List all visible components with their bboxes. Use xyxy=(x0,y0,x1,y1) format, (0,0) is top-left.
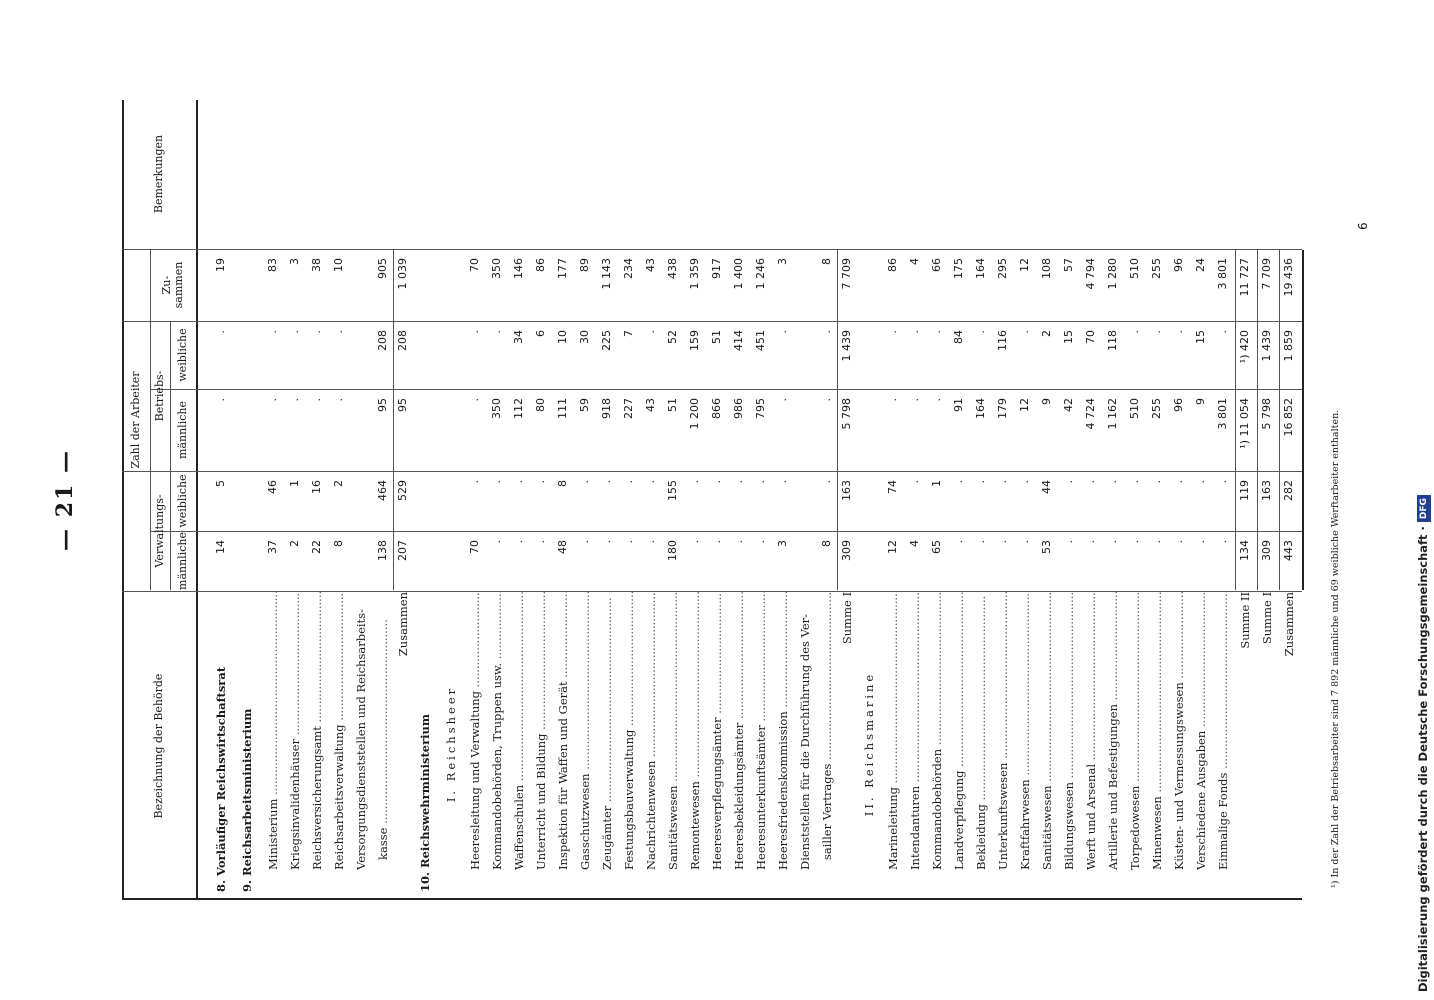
cell-zusammen: 350 xyxy=(490,258,503,279)
cell-verwaltung-maennlich: . xyxy=(1018,540,1031,544)
cell-zusammen: 86 xyxy=(534,258,547,272)
row-label: 10. Reichswehrministerium xyxy=(418,713,432,892)
cell-verwaltung-maennlich: . xyxy=(1216,540,1229,544)
cell-zusammen: 24 xyxy=(1194,258,1207,272)
row-label: Heeresbekleidungsämter ..... xyxy=(732,592,746,870)
cell-verwaltung-weiblich: . xyxy=(534,480,547,484)
cell-zusammen: 11 727 xyxy=(1238,258,1251,297)
cell-verwaltung-weiblich: . xyxy=(710,480,723,484)
cell-betrieb-weiblich: 225 xyxy=(600,330,613,351)
cell-betrieb-maennlich: ¹) 11 054 xyxy=(1238,398,1251,449)
cell-verwaltung-maennlich: . xyxy=(578,540,591,544)
cell-zusammen: 905 xyxy=(376,258,389,279)
row-label: Waffenschulen ..... xyxy=(512,592,526,870)
cell-zusammen: 7 709 xyxy=(840,258,853,290)
column-rule xyxy=(122,249,1302,250)
cell-verwaltung-weiblich: . xyxy=(974,480,987,484)
header-betrieb-weiblich: weibliche xyxy=(176,328,189,382)
row-label: Landverpflegung ..... xyxy=(952,592,966,870)
cell-betrieb-maennlich: . xyxy=(266,398,279,402)
cell-betrieb-weiblich: 159 xyxy=(688,330,701,351)
cell-verwaltung-maennlich: . xyxy=(1194,540,1207,544)
cell-betrieb-maennlich: 164 xyxy=(974,398,987,419)
table-bottom-rule xyxy=(1302,250,1304,590)
cell-betrieb-maennlich: 866 xyxy=(710,398,723,419)
row-label: Unterkunftswesen ..... xyxy=(996,592,1010,870)
footnote: ¹) In der Zahl der Betriebsarbeiter sind 7 892 männliche und 69 weibliche Werftarbeiter enthalten. xyxy=(1330,409,1341,888)
row-label: Reichsversicherungsamt ..... xyxy=(310,592,324,870)
row-label: Reichsarbeitsverwaltung ..... xyxy=(332,592,346,870)
cell-betrieb-maennlich: 12 xyxy=(1018,398,1031,412)
cell-verwaltung-maennlich: 4 xyxy=(908,540,921,547)
row-label: 9. Reichsarbeitsministerium xyxy=(240,708,254,892)
cell-zusammen: 86 xyxy=(886,258,899,272)
cell-zusammen: 177 xyxy=(556,258,569,279)
cell-betrieb-maennlich: 227 xyxy=(622,398,635,419)
cell-verwaltung-maennlich: 53 xyxy=(1040,540,1053,554)
cell-verwaltung-weiblich: . xyxy=(578,480,591,484)
cell-betrieb-weiblich: 10 xyxy=(556,330,569,344)
cell-verwaltung-weiblich: . xyxy=(468,480,481,484)
cell-betrieb-weiblich: . xyxy=(288,330,301,334)
cell-verwaltung-maennlich: 207 xyxy=(396,540,409,561)
cell-verwaltung-maennlich: 70 xyxy=(468,540,481,554)
cell-verwaltung-weiblich: . xyxy=(1128,480,1141,484)
cell-zusammen: 295 xyxy=(996,258,1009,279)
cell-betrieb-maennlich: 91 xyxy=(952,398,965,412)
cell-betrieb-weiblich: 15 xyxy=(1062,330,1075,344)
header-bemerkungen: Bemerkungen xyxy=(152,134,165,214)
column-rule xyxy=(122,321,1302,322)
cell-betrieb-weiblich: . xyxy=(332,330,345,334)
cell-verwaltung-maennlich: 309 xyxy=(840,540,853,561)
cell-verwaltung-maennlich: . xyxy=(600,540,613,544)
cell-verwaltung-maennlich: 8 xyxy=(332,540,345,547)
cell-verwaltung-maennlich: . xyxy=(1106,540,1119,544)
cell-verwaltung-maennlich: . xyxy=(754,540,767,544)
cell-betrieb-maennlich: . xyxy=(214,398,227,402)
cell-verwaltung-weiblich: . xyxy=(754,480,767,484)
cell-verwaltung-weiblich: . xyxy=(1194,480,1207,484)
row-label: Dienststellen für die Durchführung des Ver- xyxy=(798,613,812,870)
cell-betrieb-maennlich: 95 xyxy=(396,398,409,412)
cell-betrieb-weiblich: 1 439 xyxy=(840,330,853,362)
cell-betrieb-weiblich: . xyxy=(644,330,657,334)
cell-verwaltung-weiblich: 8 xyxy=(556,480,569,487)
cell-betrieb-weiblich: 15 xyxy=(1194,330,1207,344)
cell-zusammen: 1 143 xyxy=(600,258,613,290)
cell-betrieb-maennlich: 59 xyxy=(578,398,591,412)
cell-betrieb-maennlich: 255 xyxy=(1150,398,1163,419)
cell-verwaltung-weiblich: . xyxy=(490,480,503,484)
header-zahl-der-arbeiter: Zahl der Arbeiter xyxy=(129,371,142,469)
cell-betrieb-maennlich: 986 xyxy=(732,398,745,419)
cell-verwaltung-maennlich: 134 xyxy=(1238,540,1251,561)
column-rule xyxy=(150,389,1302,390)
row-label: Zusammen xyxy=(1282,592,1296,657)
cell-betrieb-weiblich: . xyxy=(490,330,503,334)
cell-verwaltung-weiblich: . xyxy=(996,480,1009,484)
row-label: Nachrichtenwesen ..... xyxy=(644,592,658,870)
row-label: Heeresfriedenskommission ..... xyxy=(776,592,790,870)
cell-verwaltung-maennlich: 309 xyxy=(1260,540,1273,561)
cell-betrieb-weiblich: 84 xyxy=(952,330,965,344)
cell-zusammen: 175 xyxy=(952,258,965,279)
cell-verwaltung-maennlich: 37 xyxy=(266,540,279,554)
cell-zusammen: 510 xyxy=(1128,258,1141,279)
cell-verwaltung-weiblich: 16 xyxy=(310,480,323,494)
row-label: I. Reichsheer xyxy=(444,685,458,803)
row-label: Unterricht und Bildung ..... xyxy=(534,592,548,870)
cell-verwaltung-weiblich: 529 xyxy=(396,480,409,501)
cell-zusammen: 146 xyxy=(512,258,525,279)
cell-betrieb-maennlich: 1 200 xyxy=(688,398,701,430)
cell-verwaltung-maennlich: . xyxy=(1150,540,1163,544)
row-label: Kommandobehörden ..... xyxy=(930,592,944,870)
cell-verwaltung-maennlich: 14 xyxy=(214,540,227,554)
row-label: Minenwesen ..... xyxy=(1150,592,1164,870)
cell-verwaltung-maennlich: . xyxy=(534,540,547,544)
cell-zusammen: 234 xyxy=(622,258,635,279)
cell-zusammen: 70 xyxy=(468,258,481,272)
cell-verwaltung-weiblich: . xyxy=(512,480,525,484)
cell-verwaltung-maennlich: . xyxy=(996,540,1009,544)
cell-betrieb-maennlich: 96 xyxy=(1172,398,1185,412)
cell-zusammen: 1 359 xyxy=(688,258,701,290)
cell-betrieb-maennlich: . xyxy=(886,398,899,402)
row-label: Einmalige Fonds ..... xyxy=(1216,592,1230,870)
cell-verwaltung-maennlich: . xyxy=(490,540,503,544)
cell-zusammen: 3 xyxy=(288,258,301,265)
header-betrieb-maennlich: männliche xyxy=(176,401,189,459)
cell-betrieb-weiblich: 414 xyxy=(732,330,745,351)
cell-verwaltung-maennlich: . xyxy=(1172,540,1185,544)
cell-verwaltung-maennlich: . xyxy=(688,540,701,544)
cell-verwaltung-weiblich: 163 xyxy=(840,480,853,501)
cell-verwaltung-weiblich: 464 xyxy=(376,480,389,501)
header-verwaltung-maennlich: männliche xyxy=(176,532,189,590)
cell-betrieb-weiblich: 118 xyxy=(1106,330,1119,351)
row-label: Kraftfahrwesen ..... xyxy=(1018,592,1032,870)
cell-betrieb-maennlich: 80 xyxy=(534,398,547,412)
cell-betrieb-maennlich: 179 xyxy=(996,398,1009,419)
cell-betrieb-maennlich: . xyxy=(776,398,789,402)
cell-betrieb-maennlich: . xyxy=(288,398,301,402)
cell-betrieb-weiblich: . xyxy=(468,330,481,334)
cell-verwaltung-weiblich: 155 xyxy=(666,480,679,501)
cell-betrieb-weiblich: 34 xyxy=(512,330,525,344)
column-rule xyxy=(122,471,1302,472)
cell-zusammen: 1 039 xyxy=(396,258,409,290)
row-label: Inspektion für Waffen und Gerät ..... xyxy=(556,592,570,870)
cell-zusammen: 12 xyxy=(1018,258,1031,272)
sum-rule xyxy=(393,250,394,590)
cell-betrieb-weiblich: 51 xyxy=(710,330,723,344)
cell-betrieb-weiblich: . xyxy=(886,330,899,334)
cell-betrieb-maennlich: 9 xyxy=(1194,398,1207,405)
cell-betrieb-weiblich: . xyxy=(310,330,323,334)
cell-betrieb-weiblich: 451 xyxy=(754,330,767,351)
row-label: Bekleidung ..... xyxy=(974,592,988,870)
cell-verwaltung-maennlich: 12 xyxy=(886,540,899,554)
cell-verwaltung-weiblich: . xyxy=(1106,480,1119,484)
digitization-credit xyxy=(1402,4,1432,994)
cell-verwaltung-weiblich: . xyxy=(952,480,965,484)
cell-betrieb-weiblich: . xyxy=(820,330,833,334)
cell-zusammen: 3 801 xyxy=(1216,258,1229,290)
header-rule xyxy=(196,100,198,900)
sum-rule xyxy=(1257,250,1258,590)
cell-zusammen: 19 436 xyxy=(1282,258,1295,297)
cell-verwaltung-weiblich: 1 xyxy=(288,480,301,487)
row-label: Heeresleitung und Verwaltung ..... xyxy=(468,592,482,870)
cell-betrieb-weiblich: . xyxy=(1172,330,1185,334)
row-label: Bildungswesen ..... xyxy=(1062,592,1076,870)
cell-betrieb-maennlich: 9 xyxy=(1040,398,1053,405)
cell-betrieb-maennlich: 112 xyxy=(512,398,525,419)
cell-verwaltung-weiblich: . xyxy=(820,480,833,484)
cell-betrieb-weiblich: 116 xyxy=(996,330,1009,351)
cell-verwaltung-maennlich: 2 xyxy=(288,540,301,547)
cell-betrieb-maennlich: 4 724 xyxy=(1084,398,1097,430)
header-verwaltungs: Verwaltungs- xyxy=(153,494,166,568)
cell-verwaltung-weiblich: . xyxy=(776,480,789,484)
cell-betrieb-weiblich: . xyxy=(1128,330,1141,334)
row-label: Gasschutzwesen ..... xyxy=(578,592,592,870)
cell-verwaltung-weiblich: . xyxy=(1018,480,1031,484)
cell-verwaltung-maennlich: . xyxy=(732,540,745,544)
cell-betrieb-weiblich: . xyxy=(930,330,943,334)
cell-betrieb-maennlich: 16 852 xyxy=(1282,398,1295,437)
table-left-rule xyxy=(122,898,1302,900)
cell-zusammen: 66 xyxy=(930,258,943,272)
cell-betrieb-weiblich: 7 xyxy=(622,330,635,337)
cell-verwaltung-weiblich: . xyxy=(1216,480,1229,484)
cell-zusammen: 43 xyxy=(644,258,657,272)
row-label: Verschiedene Ausgaben ..... xyxy=(1194,592,1208,870)
cell-betrieb-maennlich: 795 xyxy=(754,398,767,419)
cell-betrieb-maennlich: 95 xyxy=(376,398,389,412)
cell-verwaltung-maennlich: 8 xyxy=(820,540,833,547)
cell-verwaltung-maennlich: . xyxy=(974,540,987,544)
cell-zusammen: 89 xyxy=(578,258,591,272)
cell-betrieb-maennlich: 5 798 xyxy=(1260,398,1273,430)
cell-betrieb-maennlich: . xyxy=(908,398,921,402)
cell-betrieb-maennlich: . xyxy=(468,398,481,402)
cell-verwaltung-maennlich: . xyxy=(1062,540,1075,544)
cell-verwaltung-maennlich: 180 xyxy=(666,540,679,561)
sum-rule xyxy=(837,250,838,590)
cell-zusammen: 19 xyxy=(214,258,227,272)
cell-verwaltung-weiblich: . xyxy=(1150,480,1163,484)
header-behoerde: Bezeichnung der Behörde xyxy=(152,673,165,819)
row-label: Werft und Arsenal ..... xyxy=(1084,592,1098,870)
cell-verwaltung-weiblich: . xyxy=(622,480,635,484)
cell-verwaltung-maennlich: 138 xyxy=(376,540,389,561)
row-label: Kriegsinvalidenhäuser ..... xyxy=(288,592,302,870)
cell-verwaltung-weiblich: 74 xyxy=(886,480,899,494)
sheet-mark: 6 xyxy=(1356,222,1370,230)
cell-betrieb-weiblich: . xyxy=(1216,330,1229,334)
row-label: Summe I xyxy=(840,592,854,645)
cell-betrieb-weiblich: . xyxy=(214,330,227,334)
cell-verwaltung-maennlich: . xyxy=(512,540,525,544)
cell-zusammen: 108 xyxy=(1040,258,1053,279)
row-label: Küsten- und Vermessungswesen ..... xyxy=(1172,592,1186,870)
row-label: Sanitätswesen ..... xyxy=(666,592,680,870)
cell-betrieb-weiblich: 6 xyxy=(534,330,547,337)
cell-betrieb-weiblich: 30 xyxy=(578,330,591,344)
cell-verwaltung-weiblich: . xyxy=(1084,480,1097,484)
row-label: Festungsbauverwaltung ..... xyxy=(622,592,636,870)
cell-verwaltung-weiblich: 1 xyxy=(930,480,943,487)
cell-zusammen: 255 xyxy=(1150,258,1163,279)
dfg-logo: DFG xyxy=(1417,495,1431,522)
cell-zusammen: 10 xyxy=(332,258,345,272)
header-verwaltung-weiblich: weibliche xyxy=(176,474,189,528)
header-betriebs: Betriebs- xyxy=(153,370,166,422)
cell-betrieb-maennlich: 350 xyxy=(490,398,503,419)
cell-betrieb-weiblich: . xyxy=(908,330,921,334)
cell-verwaltung-maennlich: 22 xyxy=(310,540,323,554)
cell-verwaltung-weiblich: 44 xyxy=(1040,480,1053,494)
row-label: II. Reichsmarine xyxy=(862,671,876,817)
row-label: 8. Vorläufiger Reichswirtschaftsrat xyxy=(214,666,228,892)
column-rule xyxy=(150,531,1302,532)
cell-verwaltung-maennlich: 65 xyxy=(930,540,943,554)
cell-verwaltung-weiblich: . xyxy=(1172,480,1185,484)
cell-verwaltung-maennlich: . xyxy=(1128,540,1141,544)
row-label: Summe I xyxy=(1260,592,1274,645)
row-label: Artillerie und Befestigungen ..... xyxy=(1106,592,1120,870)
row-label: Zeugämter ..... xyxy=(600,592,614,870)
cell-betrieb-maennlich: 3 801 xyxy=(1216,398,1229,430)
row-label: Kommandobehörden, Truppen usw. ..... xyxy=(490,592,504,870)
cell-zusammen: 917 xyxy=(710,258,723,279)
row-label: Remontewesen ..... xyxy=(688,592,702,870)
cell-betrieb-maennlich: 918 xyxy=(600,398,613,419)
cell-betrieb-weiblich: 1 439 xyxy=(1260,330,1273,362)
cell-zusammen: 8 xyxy=(820,258,833,265)
cell-zusammen: 438 xyxy=(666,258,679,279)
cell-verwaltung-weiblich: 46 xyxy=(266,480,279,494)
cell-zusammen: 7 709 xyxy=(1260,258,1273,290)
row-label: Torpedowesen ..... xyxy=(1128,592,1142,870)
cell-betrieb-maennlich: . xyxy=(820,398,833,402)
cell-betrieb-maennlich: . xyxy=(332,398,345,402)
cell-betrieb-maennlich: 5 798 xyxy=(840,398,853,430)
cell-betrieb-weiblich: 208 xyxy=(396,330,409,351)
cell-verwaltung-maennlich: . xyxy=(710,540,723,544)
cell-verwaltung-weiblich: 5 xyxy=(214,480,227,487)
cell-betrieb-weiblich: . xyxy=(974,330,987,334)
row-label: Ministerium ..... xyxy=(266,592,280,870)
row-label: Marineleitung ..... xyxy=(886,592,900,870)
cell-betrieb-weiblich: . xyxy=(266,330,279,334)
cell-verwaltung-maennlich: 3 xyxy=(776,540,789,547)
row-label: Sanitätswesen ..... xyxy=(1040,592,1054,870)
cell-verwaltung-maennlich: . xyxy=(952,540,965,544)
row-label: Versorgungsdienststellen und Reichsarbeits- xyxy=(354,609,368,870)
cell-zusammen: 57 xyxy=(1062,258,1075,272)
cell-verwaltung-weiblich: . xyxy=(908,480,921,484)
cell-verwaltung-maennlich: 48 xyxy=(556,540,569,554)
cell-verwaltung-weiblich: 282 xyxy=(1282,480,1295,501)
cell-zusammen: 1 246 xyxy=(754,258,767,290)
cell-betrieb-weiblich: . xyxy=(1018,330,1031,334)
cell-verwaltung-maennlich: . xyxy=(622,540,635,544)
cell-verwaltung-maennlich: . xyxy=(1084,540,1097,544)
cell-zusammen: 38 xyxy=(310,258,323,272)
cell-betrieb-maennlich: 111 xyxy=(556,398,569,419)
row-label: Summe II xyxy=(1238,592,1252,649)
cell-zusammen: 96 xyxy=(1172,258,1185,272)
cell-zusammen: 4 xyxy=(908,258,921,265)
cell-verwaltung-weiblich: . xyxy=(1062,480,1075,484)
cell-verwaltung-weiblich: 2 xyxy=(332,480,345,487)
cell-betrieb-maennlich: 43 xyxy=(644,398,657,412)
cell-betrieb-weiblich: 1 859 xyxy=(1282,330,1295,362)
cell-betrieb-weiblich: 52 xyxy=(666,330,679,344)
cell-zusammen: 164 xyxy=(974,258,987,279)
cell-verwaltung-weiblich: 119 xyxy=(1238,480,1251,501)
cell-verwaltung-weiblich: . xyxy=(644,480,657,484)
cell-betrieb-maennlich: . xyxy=(310,398,323,402)
sum-rule xyxy=(1235,250,1236,590)
cell-betrieb-maennlich: 42 xyxy=(1062,398,1075,412)
row-label: Zusammen xyxy=(396,592,410,657)
cell-zusammen: 4 794 xyxy=(1084,258,1097,290)
row-label: sailler Vertrages ..... xyxy=(820,592,834,860)
cell-betrieb-weiblich: 70 xyxy=(1084,330,1097,344)
row-label: Heeresunterkunftsämter ..... xyxy=(754,592,768,870)
cell-betrieb-maennlich: 1 162 xyxy=(1106,398,1119,430)
row-label: kasse ..... xyxy=(376,592,390,860)
cell-zusammen: 1 400 xyxy=(732,258,745,290)
cell-betrieb-maennlich: 51 xyxy=(666,398,679,412)
row-label: Heeresverpflegungsämter ..... xyxy=(710,592,724,870)
cell-betrieb-maennlich: 510 xyxy=(1128,398,1141,419)
credit-text: Digitalisierung gefördert durch die Deutsche Forschungsgemeinschaft · xyxy=(1416,526,1430,992)
cell-betrieb-weiblich: ¹) 420 xyxy=(1238,330,1251,364)
cell-verwaltung-weiblich: . xyxy=(688,480,701,484)
row-label: Intendanturen ..... xyxy=(908,592,922,870)
cell-zusammen: 3 xyxy=(776,258,789,265)
cell-betrieb-weiblich: . xyxy=(776,330,789,334)
cell-betrieb-weiblich: 208 xyxy=(376,330,389,351)
cell-verwaltung-weiblich: . xyxy=(732,480,745,484)
page-number: — 21 — xyxy=(52,449,78,551)
cell-zusammen: 83 xyxy=(266,258,279,272)
cell-betrieb-maennlich: . xyxy=(930,398,943,402)
cell-verwaltung-weiblich: 163 xyxy=(1260,480,1273,501)
cell-verwaltung-maennlich: . xyxy=(644,540,657,544)
sum-rule xyxy=(1279,250,1280,590)
cell-verwaltung-weiblich: . xyxy=(600,480,613,484)
cell-verwaltung-maennlich: 443 xyxy=(1282,540,1295,561)
cell-betrieb-weiblich: 2 xyxy=(1040,330,1053,337)
cell-zusammen: 1 280 xyxy=(1106,258,1119,290)
cell-betrieb-weiblich: . xyxy=(1150,330,1163,334)
header-zusammen: Zu- sammen xyxy=(160,261,185,309)
